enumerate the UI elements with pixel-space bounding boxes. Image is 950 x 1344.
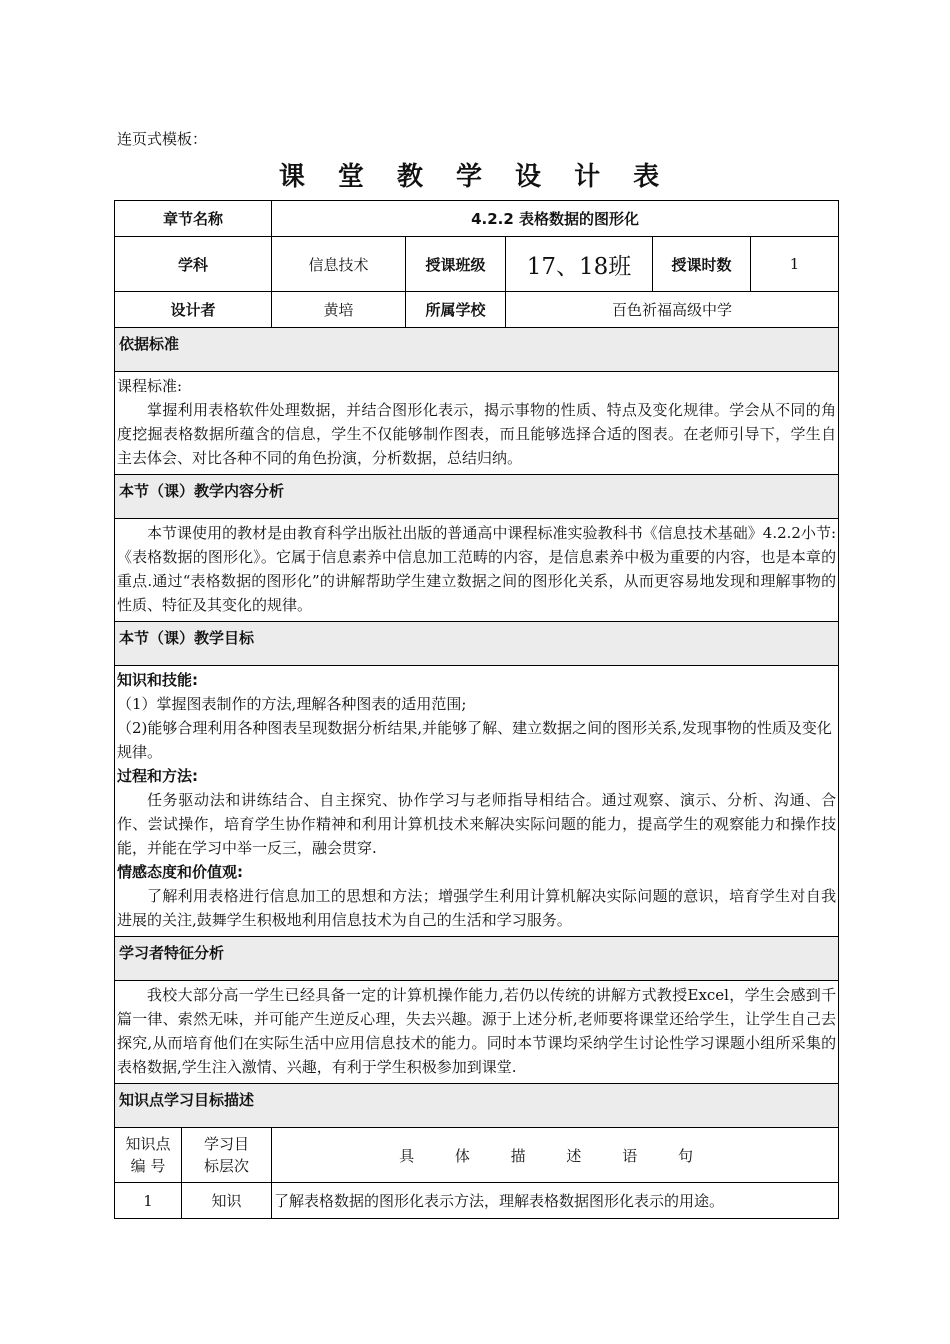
section-heading-content: 本节（课）教学内容分析 [115,475,839,519]
learners-paragraph: 我校大部分高一学生已经具备一定的计算机操作能力,若仍以传统的讲解方式教授Excel，学生会感到千篇一律、索然无味，并可能产生逆反心理，失去兴趣。源于上述分析,老师要将课堂还给学生，让学生自己去探究,从而培育他们在实际生活中应用信息技术的能力。同时本节课均采纳学生讨论性学习课题小组所采集的表格数据,学生注入激情、兴趣，有利于学生积极参加到课堂. [117,986,837,1076]
knowledge-item-2: （2)能够合理利用各种图表呈现数据分析结果,并能够了解、建立数据之间的图形关系,发现事物的性质及变化规律。 [117,719,832,761]
subject-row [115,237,839,292]
subject-value: 信息技术 [272,237,406,292]
chapter-value: 4.2.2 表格数据的图形化 [272,201,839,237]
designer-label: 设计者 [115,292,272,328]
section-heading-objectives: 本节（课）教学目标 [115,622,839,666]
designer-value: 黄培 [272,292,406,328]
knowledge-title: 知识和技能: [117,671,198,689]
kp-row-number: 1 [115,1183,182,1219]
objectives-body [115,666,839,937]
content-body-row [115,519,839,622]
kp-col-level-line2: 标层次 [204,1157,250,1175]
kp-header-row [115,1128,839,1183]
section-heading-knowledge-points: 知识点学习目标描述 [115,1084,839,1128]
class-label: 授课班级 [406,237,506,292]
attitude-paragraph: 了解利用表格进行信息加工的思想和方法；增强学生利用计算机解决实际问题的意识，培育学生对自我进展的关注,鼓舞学生积极地利用信息技术为自己的生活和学习服务。 [117,887,837,929]
process-paragraph: 任务驱动法和讲练结合、自主探究、协作学习与老师指导相结合。通过观察、演示、分析、沟通、合作、尝试操作，培育学生协作精神和利用计算机技术来解决实际问题的能力，提高学生的观察能力和操作技能，并能在学习中举一反三，融会贯穿. [117,791,837,857]
content-body [115,519,839,622]
process-title: 过程和方法: [117,767,198,785]
chapter-row [115,201,839,237]
kp-col-level-header [182,1128,272,1183]
attitude-title: 情感态度和价值观: [117,863,243,881]
kp-col-number-header [115,1128,182,1183]
kp-row-description: 了解表格数据的图形化表示方法，理解表格数据图形化表示的用途。 [272,1183,839,1219]
learners-body [115,981,839,1084]
section-heading-standard: 依据标准 [115,328,839,372]
standard-body-row [115,372,839,475]
standard-paragraph: 掌握利用表格软件处理数据，并结合图形化表示，揭示事物的性质、特点及变化规律。学会从不同的角度挖掘表格数据所蕴含的信息，学生不仅能够制作图表，而且能够选择合适的图表。在老师引导下，学生自主去体会、对比各种不同的角色扮演，分析数据，总结归纳。 [117,401,837,467]
knowledge-item-1: （1）掌握图表制作的方法,理解各种图表的适用范围; [117,695,467,713]
standard-intro: 课程标准: [117,377,183,395]
school-label: 所属学校 [406,292,506,328]
hours-label: 授课时数 [653,237,751,292]
template-label: 连页式模板： [117,130,208,148]
standard-body [115,372,839,475]
designer-row [115,292,839,328]
learners-body-row [115,981,839,1084]
learners-heading-row [115,937,839,981]
class-value: 17、18班 [506,237,653,292]
chapter-label: 章节名称 [115,201,272,237]
content-heading-row [115,475,839,519]
subject-label: 学科 [115,237,272,292]
kp-heading-row [115,1084,839,1128]
kp-col-number-line2: 编 号 [130,1157,166,1175]
page-title: 课 堂 教 学 设 计 表 [278,162,672,192]
objectives-body-row [115,666,839,937]
standard-heading-row [115,328,839,372]
kp-row [115,1183,839,1219]
kp-col-description-header: 具 体 描 述 语 句 [272,1128,839,1183]
section-heading-learners: 学习者特征分析 [115,937,839,981]
hours-value: 1 [751,237,839,292]
kp-col-level-line1: 学习目 [204,1135,250,1153]
kp-row-level: 知识 [182,1183,272,1219]
lesson-design-table [114,200,839,1219]
content-paragraph: 本节课使用的教材是由教育科学出版社出版的普通高中课程标准实验教科书《信息技术基础》4.2.2小节:《表格数据的图形化》。它属于信息素养中信息加工范畴的内容，是信息素养中极为重要的内容，也是本章的重点.通过“表格数据的图形化”的讲解帮助学生建立数据之间的图形化关系，从而更容易地发现和理解事物的性质、特征及其变化的规律。 [117,524,837,614]
objectives-heading-row [115,622,839,666]
kp-col-number-line1: 知识点 [125,1135,171,1153]
school-value: 百色祈福高级中学 [506,292,839,328]
